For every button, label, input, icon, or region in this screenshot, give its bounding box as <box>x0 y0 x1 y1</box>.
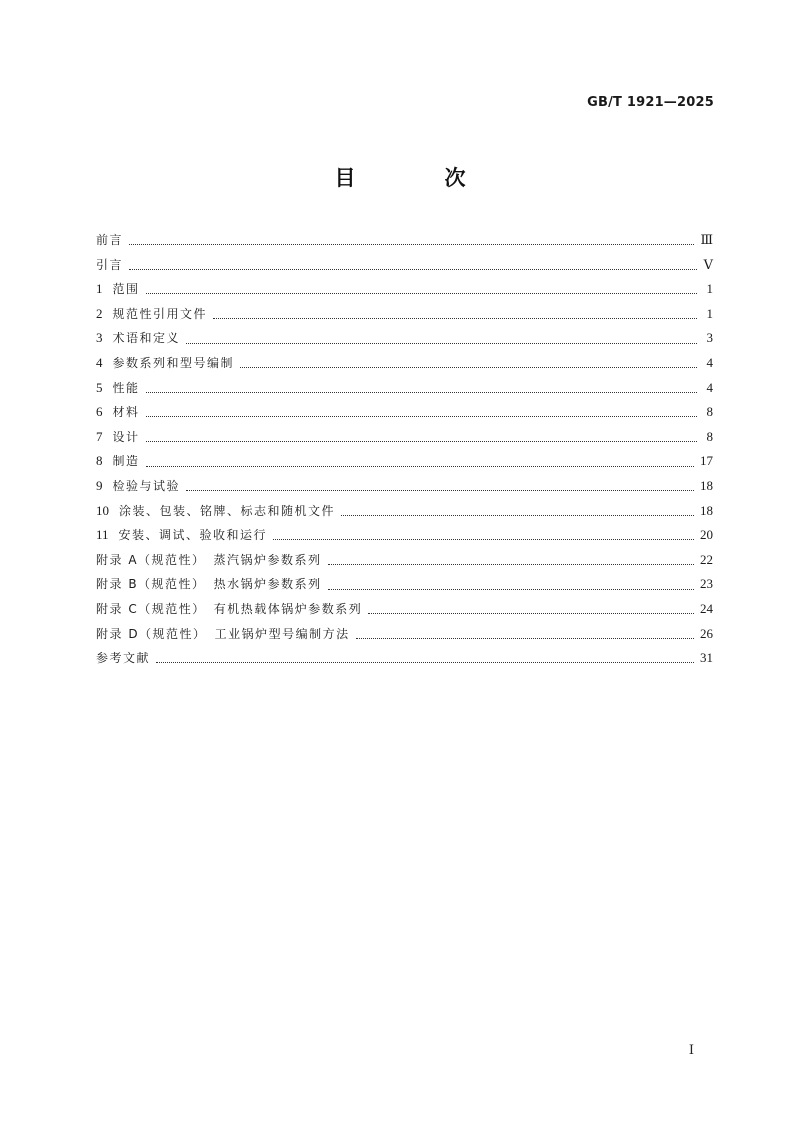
toc-entry-design[interactable] <box>96 427 713 452</box>
toc-entry-page: 18 <box>700 477 713 493</box>
toc-entry-page: 24 <box>700 600 713 616</box>
toc-entry-bibliography[interactable] <box>96 648 713 673</box>
toc-entry-label: 附录 A（规范性） <box>96 552 206 567</box>
toc-leader-dots <box>328 557 694 567</box>
toc-entry-number: 8 <box>96 453 103 469</box>
toc-leader-dots <box>129 237 694 247</box>
toc-entry-page: 23 <box>700 576 713 592</box>
toc-entry-number: 9 <box>96 477 103 493</box>
toc-entry-page: Ⅴ <box>703 256 713 272</box>
toc-entry-foreword[interactable] <box>96 230 713 255</box>
toc-entry-label: 前言 <box>96 233 124 247</box>
toc-entry-number: 3 <box>96 330 103 346</box>
toc-entry-performance[interactable] <box>96 378 713 403</box>
toc-entry-page: 22 <box>700 551 713 567</box>
toc-annex-title: 热水锅炉参数系列 <box>213 577 322 592</box>
toc-entry-normative-references[interactable] <box>96 304 713 329</box>
toc-leader-dots <box>273 532 694 542</box>
toc-leader-dots <box>146 385 697 395</box>
toc-entry-page: 26 <box>700 625 713 641</box>
toc-entry-label: 附录 D（规范性） <box>96 626 207 641</box>
toc-entry-installation-operation[interactable] <box>96 525 713 550</box>
toc-entry-label: 材料 <box>112 405 140 420</box>
toc-entry-label: 性能 <box>112 380 140 395</box>
toc-entry-page: 18 <box>700 502 713 518</box>
toc-entry-label: 术语和定义 <box>112 331 181 346</box>
toc-entry-page: 8 <box>706 428 713 444</box>
toc-leader-dots <box>146 434 697 444</box>
toc-entry-label: 引言 <box>96 257 124 272</box>
toc-entry-annex-a[interactable] <box>96 550 713 575</box>
toc-entry-label: 参数系列和型号编制 <box>112 355 235 370</box>
toc-entry-coating-packaging[interactable] <box>96 501 713 526</box>
toc-leader-dots <box>146 409 697 419</box>
toc-entry-annex-d[interactable] <box>96 624 713 649</box>
toc-leader-dots <box>146 459 694 469</box>
toc-entry-page: 17 <box>700 453 713 469</box>
toc-entry-page: 4 <box>706 379 713 395</box>
toc-leader-dots <box>186 336 697 346</box>
toc-entry-label: 范围 <box>112 282 140 297</box>
toc-entry-label: 规范性引用文件 <box>112 306 208 321</box>
toc-leader-dots <box>186 483 694 493</box>
toc-entry-number: 5 <box>96 379 103 395</box>
toc-entry-parameter-series[interactable] <box>96 353 713 378</box>
toc-entry-scope[interactable] <box>96 279 713 304</box>
toc-entry-annex-b[interactable] <box>96 574 713 599</box>
toc-entry-label: 涂装、包装、铭牌、标志和随机文件 <box>119 503 336 518</box>
toc-leader-dots <box>240 360 697 370</box>
toc-entry-number: 2 <box>96 305 103 321</box>
toc-entry-label: 参考文献 <box>96 651 151 666</box>
toc-entry-number: 7 <box>96 428 103 444</box>
toc-entry-page: 4 <box>706 354 713 370</box>
toc-leader-dots <box>156 655 694 665</box>
toc-entry-number: 1 <box>96 281 103 297</box>
toc-leader-dots <box>356 631 694 641</box>
toc-leader-dots <box>368 606 694 616</box>
toc-entry-page: 1 <box>706 281 713 297</box>
toc-leader-dots <box>341 508 694 518</box>
toc-entry-inspection-testing[interactable] <box>96 476 713 501</box>
toc-entry-terms-definitions[interactable] <box>96 328 713 353</box>
toc-entry-label: 制造 <box>112 454 140 469</box>
toc-entry-label: 附录 C（规范性） <box>96 601 206 616</box>
toc-entry-page: 31 <box>700 650 713 666</box>
toc-title: 目 次 <box>334 166 500 190</box>
toc-leader-dots <box>213 311 697 321</box>
toc-entry-number: 4 <box>96 354 103 370</box>
toc-entry-materials[interactable] <box>96 402 713 427</box>
toc-entry-label: 安装、调试、验收和运行 <box>118 528 268 543</box>
toc-annex-title: 工业锅炉型号编制方法 <box>214 626 350 641</box>
table-of-contents <box>96 230 713 673</box>
toc-entry-label: 附录 B（规范性） <box>96 577 206 592</box>
toc-entry-label: 检验与试验 <box>112 478 181 493</box>
toc-entry-page: 8 <box>706 404 713 420</box>
toc-leader-dots <box>129 262 697 272</box>
toc-leader-dots <box>146 286 697 296</box>
toc-entry-page: Ⅲ <box>700 232 713 247</box>
toc-entry-annex-c[interactable] <box>96 599 713 624</box>
page-number: Ⅰ <box>688 1042 694 1057</box>
toc-entry-label: 设计 <box>112 429 140 444</box>
toc-entry-manufacturing[interactable] <box>96 451 713 476</box>
toc-annex-title: 蒸汽锅炉参数系列 <box>213 552 322 567</box>
standard-number: GB/T 1921—2025 <box>587 95 714 110</box>
toc-entry-page: 20 <box>700 527 713 543</box>
toc-entry-number: 11 <box>96 527 109 543</box>
toc-entry-introduction[interactable] <box>96 255 713 280</box>
toc-entry-number: 6 <box>96 404 103 420</box>
toc-entry-number: 10 <box>96 502 109 518</box>
toc-entry-page: 3 <box>706 330 713 346</box>
toc-annex-title: 有机热载体锅炉参数系列 <box>213 601 363 616</box>
toc-leader-dots <box>328 582 694 592</box>
toc-entry-page: 1 <box>706 305 713 321</box>
